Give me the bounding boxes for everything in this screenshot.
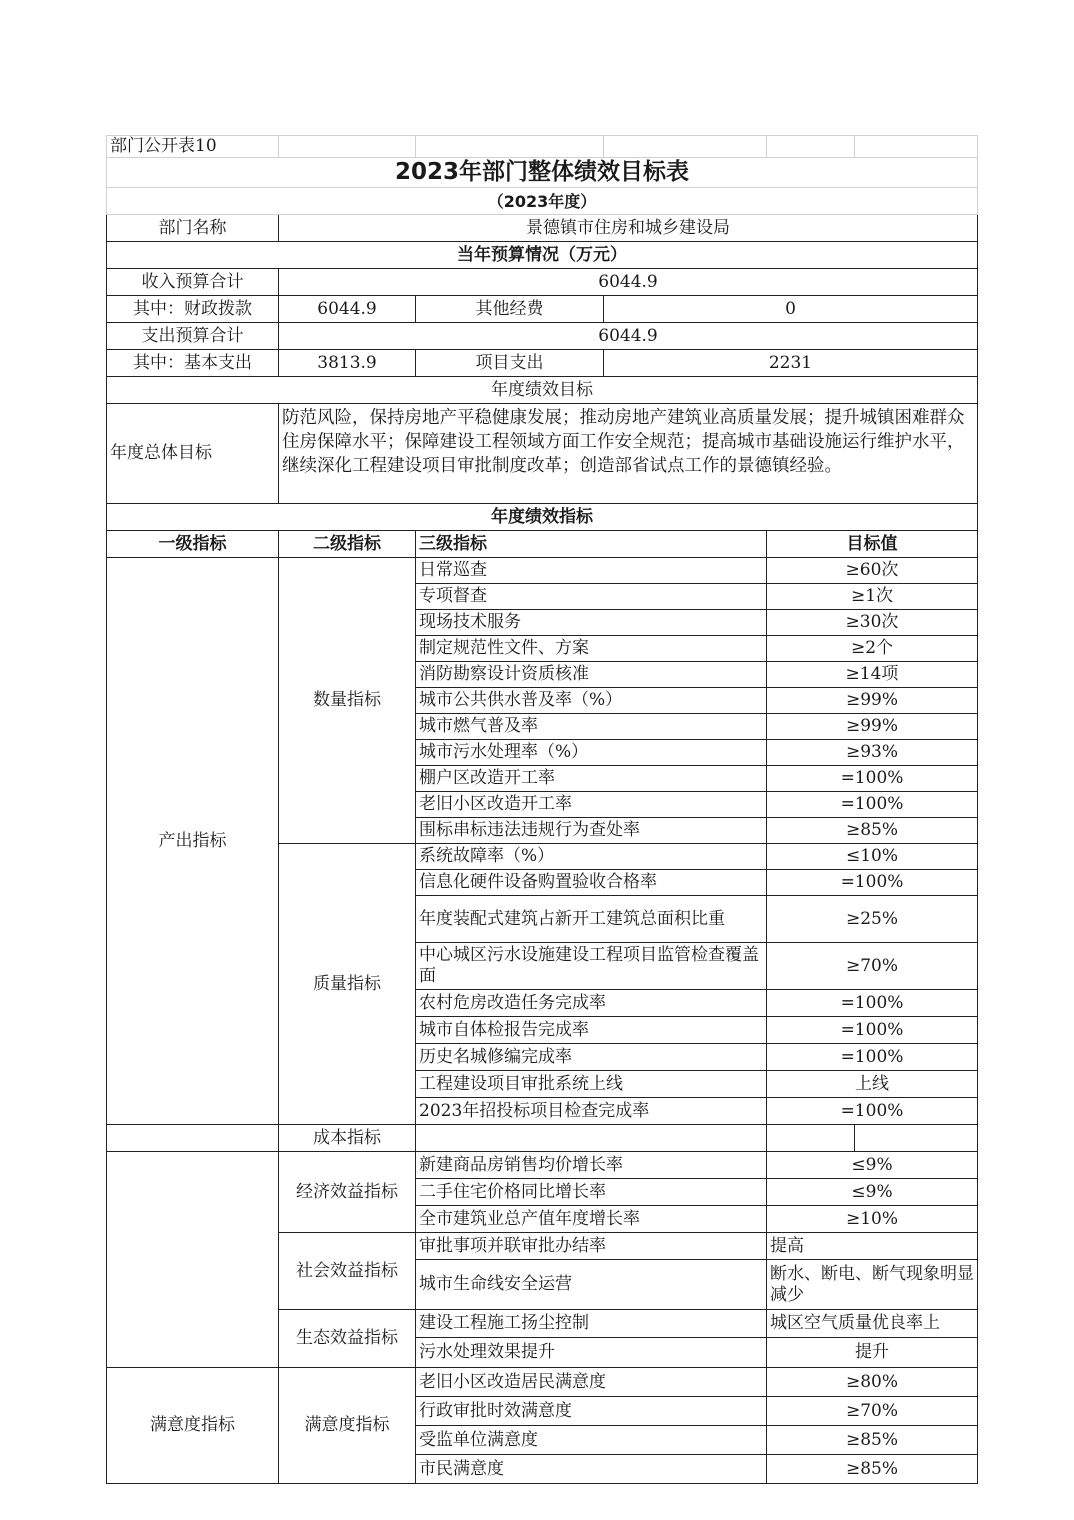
indicator-target: ≥60次: [767, 558, 978, 584]
project-expense-value: 2231: [604, 350, 978, 377]
indicator-target: ≥25%: [767, 896, 978, 943]
indicator-target: ≥99%: [767, 714, 978, 740]
table-number-label: 部门公开表10: [107, 136, 279, 158]
fiscal-value: 6044.9: [279, 296, 416, 323]
indicator-name: 受监单位满意度: [416, 1426, 767, 1455]
indicator-name: 历史名城修编完成率: [416, 1044, 767, 1071]
other-funds-value: 0: [604, 296, 978, 323]
indicator-target: ≥85%: [767, 1455, 978, 1484]
col-header-level2: 二级指标: [279, 531, 416, 558]
indicator-target: 提高: [767, 1233, 978, 1260]
indicator-name: 年度装配式建筑占新开工建筑总面积比重: [416, 896, 767, 943]
indicator-name: 制定规范性文件、方案: [416, 636, 767, 662]
group-cost: 成本指标: [279, 1125, 416, 1152]
group-economic: 经济效益指标: [279, 1152, 416, 1233]
indicator-name: 城市燃气普及率: [416, 714, 767, 740]
group-ecological: 生态效益指标: [279, 1310, 416, 1368]
indicator-name: 2023年招投标项目检查完成率: [416, 1098, 767, 1125]
indicator-name: 棚户区改造开工率: [416, 766, 767, 792]
page-title: 2023年部门整体绩效目标表: [107, 158, 978, 188]
indicator-name: 专项督查: [416, 584, 767, 610]
indicator-name: 消防勘察设计资质核准: [416, 662, 767, 688]
basic-expense-label: 其中：基本支出: [107, 350, 279, 377]
indicator-name: 信息化硬件设备购置验收合格率: [416, 870, 767, 896]
col-header-target: 目标值: [767, 531, 978, 558]
indicator-target: ≤9%: [767, 1179, 978, 1206]
performance-target-table: [106, 135, 978, 1484]
budget-section-heading: 当年预算情况（万元）: [107, 242, 978, 269]
indicator-name: 城市公共供水普及率（%）: [416, 688, 767, 714]
group-benefit-blank: [107, 1152, 279, 1368]
col-header-level3: 三级指标: [416, 531, 767, 558]
indicator-section-heading: 年度绩效指标: [107, 504, 978, 531]
annual-goal-heading: 年度绩效目标: [107, 377, 978, 404]
indicator-name: 中心城区污水设施建设工程项目监管检查覆盖面: [416, 943, 767, 990]
indicator-name: 现场技术服务: [416, 610, 767, 636]
indicator-target: ≥85%: [767, 1426, 978, 1455]
indicator-target: ≥10%: [767, 1206, 978, 1233]
indicator-target: ≥70%: [767, 943, 978, 990]
indicator-name: 审批事项并联审批办结率: [416, 1233, 767, 1260]
indicator-target: =100%: [767, 766, 978, 792]
indicator-target: ≥85%: [767, 818, 978, 844]
indicator-target: =100%: [767, 1044, 978, 1071]
indicator-target: ≥70%: [767, 1397, 978, 1426]
indicator-name: 老旧小区改造居民满意度: [416, 1368, 767, 1397]
indicator-target: ≥93%: [767, 740, 978, 766]
indicator-target: ≥30次: [767, 610, 978, 636]
indicator-name: 城市污水处理率（%）: [416, 740, 767, 766]
indicator-name: 城市自体检报告完成率: [416, 1017, 767, 1044]
indicator-target: 断水、断电、断气现象明显减少: [767, 1260, 978, 1310]
expense-total-value: 6044.9: [279, 323, 978, 350]
indicator-name: 行政审批时效满意度: [416, 1397, 767, 1426]
dept-name-value: 景德镇市住房和城乡建设局: [279, 215, 978, 242]
indicator-target: =100%: [767, 990, 978, 1017]
indicator-target: 提升: [767, 1338, 978, 1368]
basic-expense-value: 3813.9: [279, 350, 416, 377]
indicator-name: 全市建筑业总产值年度增长率: [416, 1206, 767, 1233]
group-satisfaction-level1: 满意度指标: [107, 1368, 279, 1484]
indicator-target: ≥80%: [767, 1368, 978, 1397]
overall-goal-text: 防范风险，保持房地产平稳健康发展；推动房地产建筑业高质量发展；提升城镇困难群众住房保障水平；保障建设工程领域方面工作安全规范；提高城市基础设施运行维护水平，继续深化工程建设项目审批制度改革；创造部省试点工作的景德镇经验。: [279, 404, 978, 504]
other-funds-label: 其他经费: [416, 296, 604, 323]
col-header-level1: 一级指标: [107, 531, 279, 558]
indicator-name: 污水处理效果提升: [416, 1338, 767, 1368]
indicator-target: 上线: [767, 1071, 978, 1098]
indicator-name: 农村危房改造任务完成率: [416, 990, 767, 1017]
project-expense-label: 项目支出: [416, 350, 604, 377]
indicator-target: =100%: [767, 792, 978, 818]
overall-goal-label: 年度总体目标: [107, 404, 279, 504]
dept-name-label: 部门名称: [107, 215, 279, 242]
fiscal-label: 其中：财政拨款: [107, 296, 279, 323]
group-social: 社会效益指标: [279, 1233, 416, 1310]
year-subtitle: （2023年度）: [107, 188, 978, 215]
income-total-value: 6044.9: [279, 269, 978, 296]
group-quality: 质量指标: [279, 844, 416, 1125]
indicator-name: 日常巡查: [416, 558, 767, 584]
indicator-target: ≤9%: [767, 1152, 978, 1179]
indicator-target: =100%: [767, 1017, 978, 1044]
indicator-name: 老旧小区改造开工率: [416, 792, 767, 818]
indicator-target: ≥99%: [767, 688, 978, 714]
group-satisfaction-level2: 满意度指标: [279, 1368, 416, 1484]
group-quantity: 数量指标: [279, 558, 416, 844]
indicator-target: ≥2个: [767, 636, 978, 662]
indicator-target: ≤10%: [767, 844, 978, 870]
indicator-name: 二手住宅价格同比增长率: [416, 1179, 767, 1206]
indicator-name: 系统故障率（%）: [416, 844, 767, 870]
indicator-target: ≥1次: [767, 584, 978, 610]
indicator-name: 新建商品房销售均价增长率: [416, 1152, 767, 1179]
indicator-name: 围标串标违法违规行为查处率: [416, 818, 767, 844]
indicator-name: 市民满意度: [416, 1455, 767, 1484]
expense-total-label: 支出预算合计: [107, 323, 279, 350]
indicator-name: 建设工程施工扬尘控制: [416, 1310, 767, 1338]
indicator-target: 城区空气质量优良率上: [767, 1310, 978, 1338]
indicator-name: 工程建设项目审批系统上线: [416, 1071, 767, 1098]
group-output: 产出指标: [107, 558, 279, 1125]
income-total-label: 收入预算合计: [107, 269, 279, 296]
indicator-target: =100%: [767, 870, 978, 896]
indicator-target: =100%: [767, 1098, 978, 1125]
indicator-name: 城市生命线安全运营: [416, 1260, 767, 1310]
indicator-target: ≥14项: [767, 662, 978, 688]
